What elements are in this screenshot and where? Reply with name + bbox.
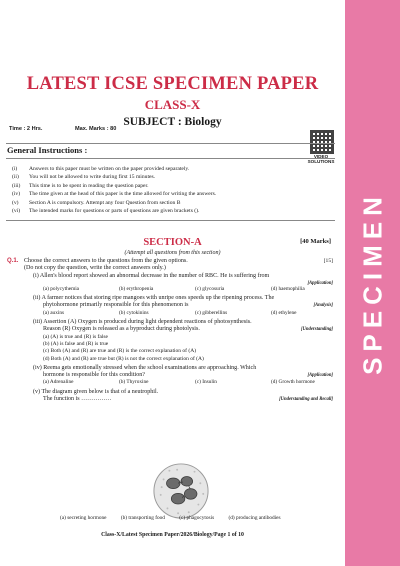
q1-ii-tag: [Analysis]	[313, 303, 333, 309]
divider	[6, 220, 335, 221]
q1-v-tag: [Understanding and Recall]	[279, 397, 333, 403]
option[interactable]: (a) auxins	[43, 309, 65, 316]
solutions-label: SOLUTIONS	[307, 159, 335, 164]
option[interactable]: (b) erythropenia	[119, 285, 154, 292]
divider	[6, 143, 335, 144]
option[interactable]: (c) gibberellins	[195, 309, 228, 316]
question-marks: [15]	[323, 258, 333, 264]
question-note: (Do not copy the question, write the correct answers only.)	[24, 265, 166, 272]
q1-iv-line1: (iv) Reema gets emotionally stressed when the school examinations are approaching. Which	[33, 364, 257, 371]
list-item: (v) Section A is compulsory. Attempt any four Question from section B	[12, 199, 181, 206]
section-instruction: (Attempt all questions from this section)	[124, 250, 221, 256]
list-item: (ii) You will not be allowed to write during first 15 minutes.	[12, 174, 156, 181]
q1-iii-tag: [Understanding]	[300, 327, 333, 333]
option[interactable]: (c) phagocytosis	[179, 515, 215, 521]
question-text: Choose the correct answers to the questions from the given options.	[24, 258, 188, 264]
video-solutions-label	[301, 154, 341, 164]
option[interactable]: (a) polycythemia	[43, 285, 80, 292]
sidebar-label: SPECIMEN	[357, 191, 387, 375]
general-instructions-title: General Instructions :	[7, 145, 88, 155]
q1-i-tag: [Application]	[307, 280, 333, 286]
option[interactable]: (d) Both (A) and (R) are true but (R) is not the correct explanation of (A)	[43, 355, 204, 362]
specimen-sidebar	[345, 0, 400, 566]
option[interactable]: (d) Growth hormone	[271, 379, 315, 386]
paper-title: LATEST ICSE SPECIMEN PAPER	[26, 74, 319, 94]
option[interactable]: (c) glycosuria	[195, 285, 225, 292]
option[interactable]: (a) (A) is true and (R) is false	[43, 333, 108, 340]
option[interactable]: (d) producing antibodies	[228, 515, 281, 521]
option[interactable]: (b) Thyroxine	[119, 379, 149, 386]
q1-v-line1: (v) The diagram given below is that of a neutrophil.	[33, 388, 159, 395]
q1-iv-tag: [Application]	[307, 373, 333, 379]
option[interactable]: (c) Insulin	[195, 379, 217, 386]
q1-ii-line2: phytohormone primarily responsible for this phenomenon is [Analysis]	[43, 302, 333, 309]
list-item: (iv) The time given at the head of this paper is the time allowed for writing the answers.	[12, 191, 217, 198]
q1-v-line2: The function is …………… [Understanding and Recall]	[43, 396, 333, 403]
q1-ii-options	[7, 310, 337, 317]
option[interactable]: (a) Adrenaline	[43, 379, 74, 386]
option[interactable]: (b) transporting food	[120, 515, 165, 521]
q1-iii-reason: Reason (R) Oxygen is released as a byproduct during photolysis. [Understanding]	[43, 326, 333, 333]
option[interactable]: (d) ethylene	[271, 309, 297, 316]
list-item: (i) Answers to this paper must be written on the paper provided separately.	[12, 166, 190, 172]
section-title: SECTION-A	[143, 237, 202, 248]
section-marks: [40 Marks]	[300, 238, 331, 245]
divider	[6, 158, 335, 159]
list-item: (vi) The intended marks for questions or parts of questions are given brackets ().	[12, 208, 200, 215]
option[interactable]: (a) secreting hormone	[60, 515, 107, 521]
question-body	[7, 258, 337, 403]
general-instructions-list	[12, 165, 332, 215]
q1-iii-assertion: (iii) Assertion (A) Oxygen is produced during light dependent reactions of photosynthesis.	[33, 319, 252, 326]
neutrophil-diagram	[152, 462, 210, 520]
q1-iv-options	[7, 379, 337, 386]
time-label: Time : 2 Hrs.	[9, 126, 43, 132]
subject-label: SUBJECT : Biology	[123, 116, 222, 128]
q1-iv-line2: hormone is responsible for this condition? [Application]	[43, 372, 333, 379]
q1-i-text: (i) Allen's blood report showed an abnormal decrease in the number of RBC. He is suffering from	[33, 272, 270, 279]
option[interactable]: (c) Both (A) and (R) are true and (R) is the correct explanation of (A)	[43, 348, 197, 355]
q1-i-options	[7, 286, 337, 293]
q1-v-options	[60, 515, 294, 521]
option[interactable]: (b) cytokinins	[119, 309, 149, 316]
qr-code-icon[interactable]	[310, 130, 334, 154]
list-item: (iii) This time is to be spent in reading the question paper.	[12, 182, 149, 189]
video-label: VIDEO	[313, 154, 329, 159]
q1-ii-line1: (ii) A farmer notices that storing ripe mangoes with unripe ones speeds up the ripening process. The	[33, 295, 275, 302]
class-label: CLASS-X	[144, 97, 201, 112]
option[interactable]: (b) (A) is false and (R) is true	[43, 340, 109, 347]
max-marks-label: Max. Marks : 80	[75, 126, 117, 132]
page-footer: Class-X/Latest Specimen Paper/2026/Biology/Page 1 of 10	[101, 532, 244, 538]
question-number: Q.1.	[7, 258, 19, 264]
option[interactable]: (d) haemophilia	[271, 285, 305, 292]
